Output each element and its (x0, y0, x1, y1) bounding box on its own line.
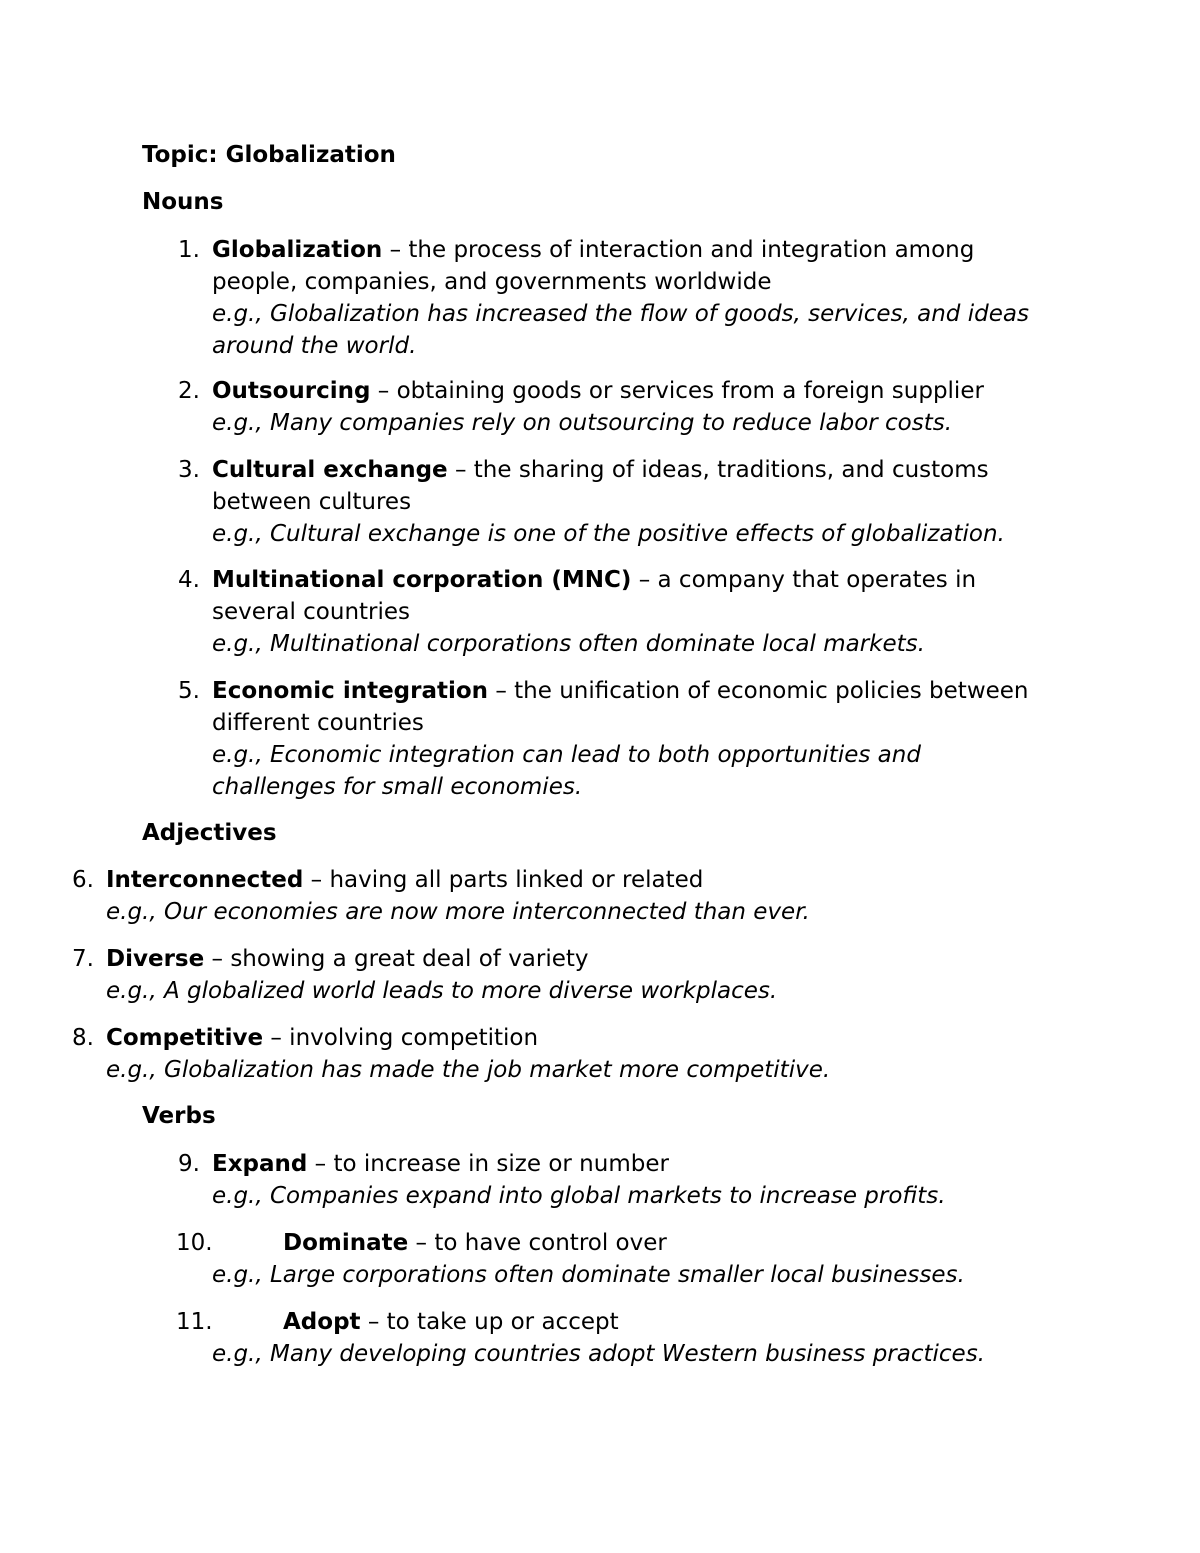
example: around the world. (212, 333, 417, 359)
item-number: 4. (178, 567, 200, 593)
definition: – the unification of economic policies between (488, 678, 1029, 704)
term: Outsourcing (212, 378, 371, 404)
example: e.g., Our economies are now more interconnected than ever. (106, 899, 810, 925)
example: e.g., Cultural exchange is one of the positive effects of globalization. (212, 521, 1005, 547)
definition: – involving competition (263, 1025, 539, 1051)
definition: – to have control over (408, 1230, 667, 1256)
definition: – the sharing of ideas, traditions, and customs (447, 457, 989, 483)
example: e.g., Many developing countries adopt Western business practices. (212, 1341, 985, 1367)
definition: – to increase in size or number (307, 1151, 669, 1177)
example: e.g., A globalized world leads to more diverse workplaces. (106, 978, 778, 1004)
term: Adopt (283, 1309, 361, 1335)
item-number: 11. (176, 1309, 213, 1335)
item-number: 8. (72, 1025, 94, 1051)
term: Dominate (283, 1230, 409, 1256)
example: e.g., Large corporations often dominate smaller local businesses. (212, 1262, 965, 1288)
definition: different countries (212, 710, 424, 736)
example: e.g., Companies expand into global markets to increase profits. (212, 1183, 946, 1209)
term: Multinational corporation (MNC) (212, 567, 632, 593)
definition: – showing a great deal of variety (204, 946, 589, 972)
term: Expand (212, 1151, 308, 1177)
section-heading-verbs: Verbs (142, 1103, 216, 1129)
definition: – having all parts linked or related (303, 867, 704, 893)
term: Globalization (212, 237, 383, 263)
term: Diverse (106, 946, 205, 972)
definition: people, companies, and governments worldwide (212, 269, 772, 295)
definition: between cultures (212, 489, 412, 515)
definition: – obtaining goods or services from a foreign supplier (370, 378, 984, 404)
definition: – the process of interaction and integration among (382, 237, 975, 263)
item-number: 9. (178, 1151, 200, 1177)
example: e.g., Many companies rely on outsourcing to reduce labor costs. (212, 410, 953, 436)
example: e.g., Globalization has increased the flow of goods, services, and ideas (212, 301, 1029, 327)
example: e.g., Globalization has made the job market more competitive. (106, 1057, 831, 1083)
example: e.g., Economic integration can lead to both opportunities and (212, 742, 921, 768)
term: Competitive (106, 1025, 264, 1051)
item-number: 1. (178, 237, 200, 263)
item-number: 10. (176, 1230, 213, 1256)
section-heading-adjectives: Adjectives (142, 820, 277, 846)
item-number: 5. (178, 678, 200, 704)
example: challenges for small economies. (212, 774, 583, 800)
topic-title: Topic: Globalization (142, 142, 396, 168)
term: Cultural exchange (212, 457, 448, 483)
section-heading-nouns: Nouns (142, 189, 224, 215)
definition: several countries (212, 599, 411, 625)
item-number: 6. (72, 867, 94, 893)
item-number: 2. (178, 378, 200, 404)
definition: – a company that operates in (631, 567, 977, 593)
example: e.g., Multinational corporations often dominate local markets. (212, 631, 925, 657)
term: Interconnected (106, 867, 304, 893)
item-number: 7. (72, 946, 94, 972)
definition: – to take up or accept (360, 1309, 619, 1335)
term: Economic integration (212, 678, 489, 704)
item-number: 3. (178, 457, 200, 483)
